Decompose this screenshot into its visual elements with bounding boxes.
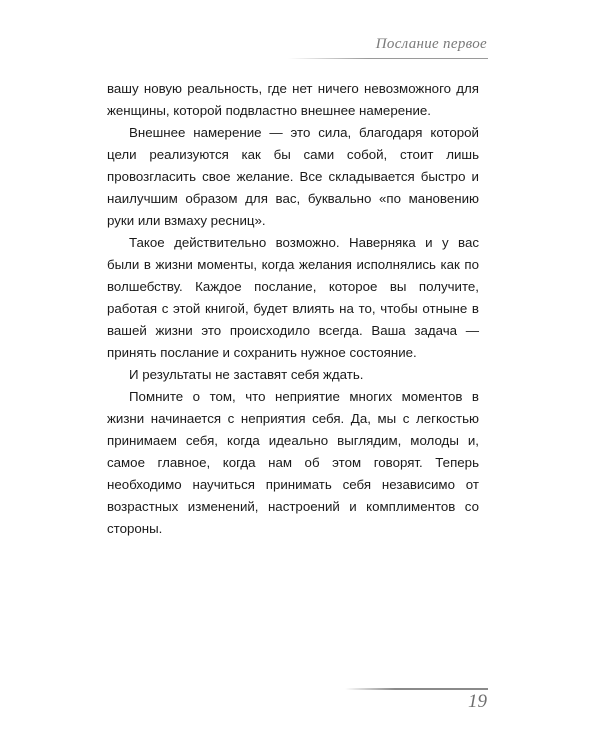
paragraph: вашу новую реальность, где нет ничего невозможного для женщины, которой подвластно внешнее намерение. xyxy=(107,81,479,118)
running-header: Послание первое xyxy=(375,36,487,52)
header-divider xyxy=(288,58,488,59)
paragraph: Такое действительно возможно. Наверняка и у вас были в жизни моменты, когда желания исполнялись как по волшебству. Каждое послание, которое вы получите, работая с этой книгой, будет влиять на то, чтобы отныне в вашей жизни это происходило всегда. Ваша задача — принять послание и сохранить нужное состояние. xyxy=(107,235,479,360)
footer-divider xyxy=(345,688,488,690)
page-number: 19 xyxy=(468,691,487,712)
paragraph: И результаты не заставят себя ждать. xyxy=(129,367,364,382)
page-body xyxy=(107,78,479,540)
paragraph: Помните о том, что неприятие многих моментов в жизни начинается с неприятия себя. Да, мы с легкостью принимаем себя, когда идеально выглядим, молоды и, самое главное, когда нам об этом говорят. Теперь необходимо научиться принимать себя независимо от возрастных изменений, настроений и комплиментов со стороны. xyxy=(107,389,479,536)
paragraph: Внешнее намерение — это сила, благодаря которой цели реализуются как бы сами собой, стоит лишь провозгласить свое желание. Все складывается быстро и наилучшим образом для вас, буквально «по мановению руки или взмаху ресниц». xyxy=(107,125,479,228)
